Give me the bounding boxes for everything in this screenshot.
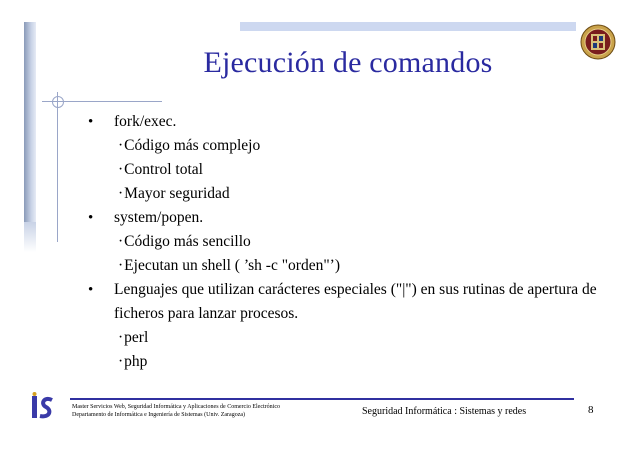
- sub-text: Ejecutan un shell ( ’sh -c "orden"’): [124, 257, 340, 274]
- bullet-list: [84, 110, 604, 374]
- sub-item: [84, 230, 604, 254]
- bullet-icon: •: [88, 282, 94, 298]
- page-number: 8: [588, 404, 594, 416]
- footer-rule: [70, 398, 574, 400]
- decorative-left-bar-fade: [24, 222, 36, 252]
- department-logo-icon: [30, 392, 56, 422]
- sub-marker: ·: [118, 329, 124, 346]
- sub-marker: ·: [118, 257, 124, 274]
- sub-marker: ·: [118, 185, 124, 202]
- sub-marker: ·: [118, 353, 124, 370]
- university-crest-icon: [580, 24, 616, 60]
- footer-credits: [72, 403, 280, 419]
- bullet-icon: •: [88, 114, 94, 130]
- bullet-text: system/popen.: [114, 209, 204, 226]
- sub-item: [84, 326, 604, 350]
- decorative-crosshair-vertical: [57, 92, 58, 242]
- bullet-text: fork/exec.: [114, 113, 177, 130]
- sub-item: [84, 134, 604, 158]
- bullet-icon: •: [88, 210, 94, 226]
- bullet-item: [84, 110, 604, 134]
- sub-item: [84, 350, 604, 374]
- sub-item: [84, 182, 604, 206]
- bullet-item: [84, 278, 604, 326]
- sub-item: [84, 254, 604, 278]
- bullet-item: [84, 206, 604, 230]
- footer-credit-line: Departamento de Informática e Ingeniería de Sistemas (Univ. Zaragoza): [72, 412, 246, 418]
- decorative-top-bar: [240, 22, 576, 31]
- slide-title: Ejecución de comandos: [203, 46, 493, 79]
- sub-text: perl: [124, 329, 149, 346]
- decorative-left-bar: [24, 22, 36, 222]
- sub-text: php: [124, 353, 148, 370]
- sub-text: Control total: [124, 161, 203, 178]
- sub-marker: ·: [118, 137, 124, 154]
- sub-marker: ·: [118, 233, 124, 250]
- sub-marker: ·: [118, 161, 124, 178]
- footer-credit-line: Master Servicios Web, Seguridad Informática y Aplicaciones de Comercio Electrónico: [72, 404, 281, 410]
- sub-item: [84, 158, 604, 182]
- sub-text: Código más complejo: [124, 137, 261, 154]
- sub-text: Código más sencillo: [124, 233, 251, 250]
- sub-text: Mayor seguridad: [124, 185, 230, 202]
- footer-course-title: Seguridad Informática : Sistemas y redes: [362, 406, 527, 417]
- decorative-crosshair-circle: [52, 96, 64, 108]
- bullet-text: Lenguajes que utilizan carácteres especiales ("|") en sus rutinas de apertura de ficheros para lanzar procesos.: [114, 281, 597, 322]
